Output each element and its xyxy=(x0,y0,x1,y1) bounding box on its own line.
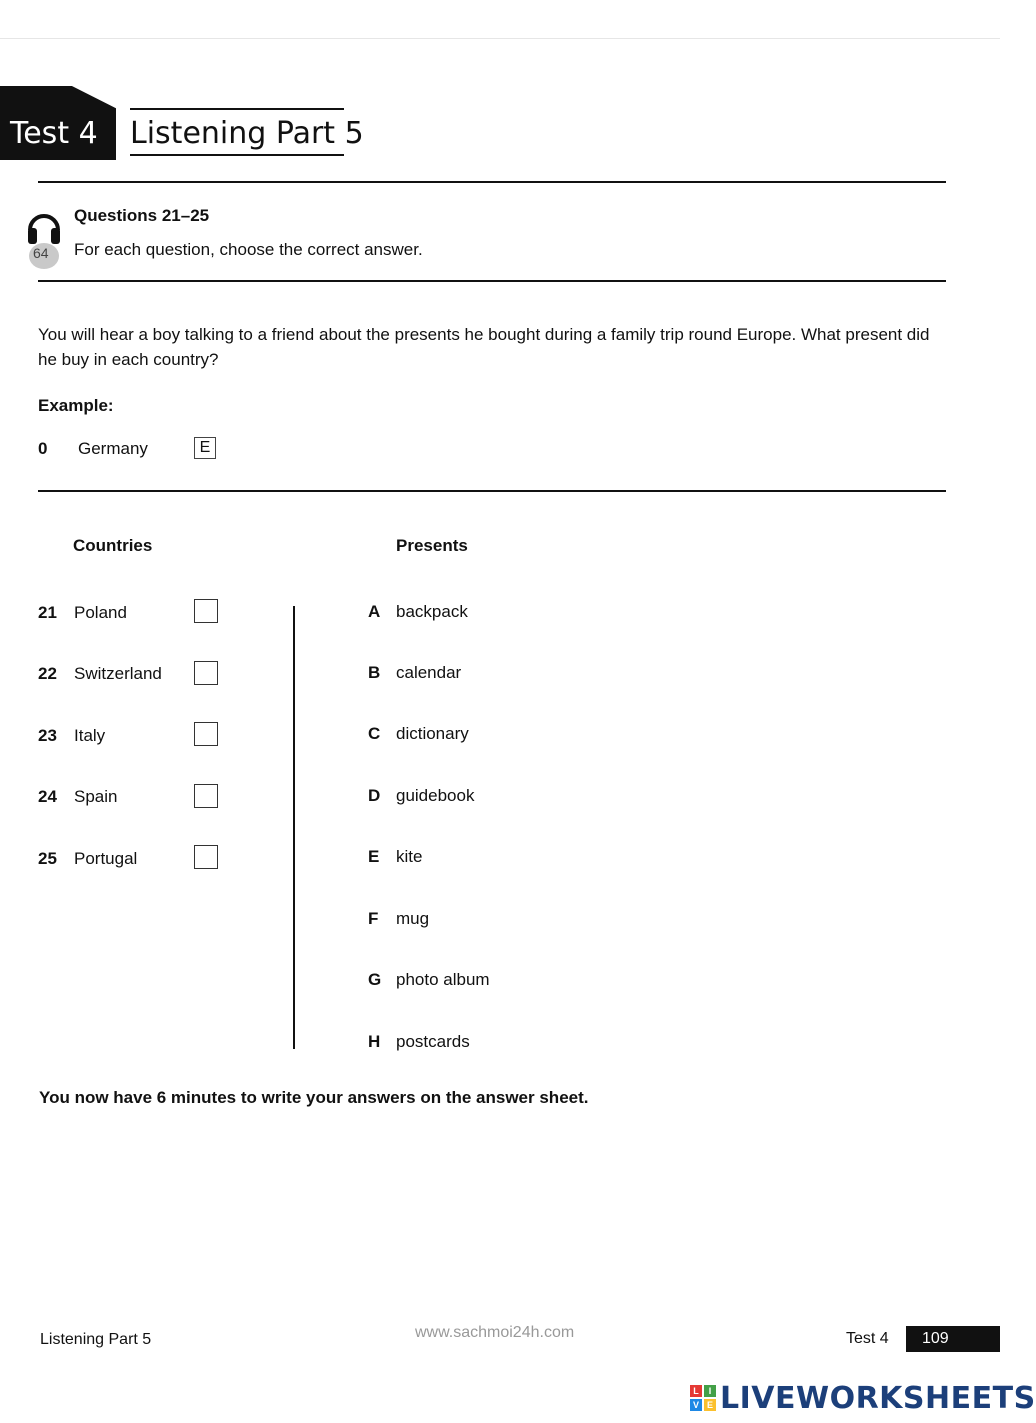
country-name: Poland xyxy=(74,603,127,622)
example-label: Example: xyxy=(38,396,114,415)
option-text: dictionary xyxy=(396,724,469,743)
logo-grid-icon xyxy=(690,1385,716,1411)
option-letter: A xyxy=(368,602,381,621)
watermark: www.sachmoi24h.com xyxy=(415,1324,575,1341)
question-number: 23 xyxy=(38,726,57,745)
audio-track-number: 64 xyxy=(33,245,49,261)
scan-edge-line xyxy=(0,38,1000,39)
country-name: Italy xyxy=(74,726,106,745)
divider-top xyxy=(38,181,946,183)
countries-heading: Countries xyxy=(73,536,153,555)
option-text: calendar xyxy=(396,663,462,682)
option-text: postcards xyxy=(396,1032,470,1051)
liveworksheets-logo[interactable] xyxy=(690,1380,1036,1416)
option-text: mug xyxy=(396,909,430,928)
option-letter: D xyxy=(368,786,381,805)
test-label: Test 4 xyxy=(10,116,98,151)
questions-instruction: For each question, choose the correct answer. xyxy=(74,240,423,259)
column-divider xyxy=(293,606,295,1049)
footer-test-label: Test 4 xyxy=(846,1330,889,1347)
questions-range: Questions 21–25 xyxy=(74,206,210,225)
option-letter: F xyxy=(368,909,379,928)
headphones-icon[interactable] xyxy=(26,206,62,270)
intro-text: You will hear a boy talking to a friend about the presents he bought during a family trip round Europe. What present did he buy in each country? xyxy=(38,325,930,369)
option-text: kite xyxy=(396,847,423,866)
question-number: 25 xyxy=(38,849,57,868)
question-number: 22 xyxy=(38,664,57,683)
logo-grid-cell: V xyxy=(690,1399,702,1411)
option-letter: H xyxy=(368,1032,381,1051)
option-text: photo album xyxy=(396,970,490,989)
country-name: Spain xyxy=(74,787,118,806)
answer-box-25[interactable] xyxy=(194,845,218,869)
time-note: You now have 6 minutes to write your answers on the answer sheet. xyxy=(39,1088,589,1107)
option-letter: E xyxy=(368,847,380,866)
logo-grid-cell: E xyxy=(704,1399,716,1411)
answer-box-21[interactable] xyxy=(194,599,218,623)
answer-box-23[interactable] xyxy=(194,722,218,746)
logo-grid-cell: I xyxy=(704,1385,716,1397)
page-title: Listening Part 5 xyxy=(130,108,344,156)
divider-example xyxy=(38,490,946,492)
example-number: 0 xyxy=(38,439,48,458)
footer-section-title: Listening Part 5 xyxy=(40,1331,152,1348)
page-number: 109 xyxy=(906,1326,1000,1352)
example-country: Germany xyxy=(78,439,148,458)
option-letter: B xyxy=(368,663,381,682)
option-text: guidebook xyxy=(396,786,475,805)
country-name: Switzerland xyxy=(74,664,162,683)
option-letter: G xyxy=(368,970,382,989)
question-number: 21 xyxy=(38,603,57,622)
logo-text: LIVEWORKSHEETS xyxy=(720,1380,1036,1416)
example-answer-box: E xyxy=(194,437,216,459)
logo-grid-cell: L xyxy=(690,1385,702,1397)
answer-box-24[interactable] xyxy=(194,784,218,808)
answer-box-22[interactable] xyxy=(194,661,218,685)
country-name: Portugal xyxy=(74,849,138,868)
question-number: 24 xyxy=(38,787,57,806)
divider-instructions xyxy=(38,280,946,282)
presents-heading: Presents xyxy=(396,536,468,555)
option-letter: C xyxy=(368,724,381,743)
option-text: backpack xyxy=(396,602,468,621)
